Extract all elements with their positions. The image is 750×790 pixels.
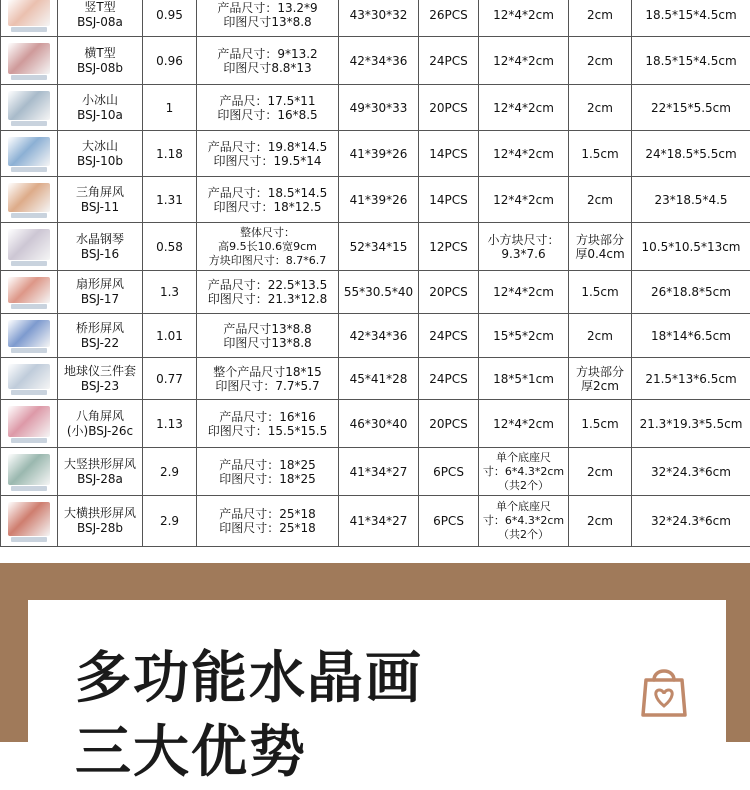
cell-qty: 14PCS	[419, 131, 479, 177]
product-code: BSJ-08a	[60, 15, 140, 30]
cell-weight: 0.58	[143, 223, 197, 271]
section-heading-line1: 多功能水晶画	[75, 642, 423, 716]
cell-weight: 1.31	[143, 177, 197, 223]
cell-thick: 2cm	[569, 0, 632, 37]
product-thumbnail	[5, 403, 53, 445]
cell-size: 产品尺寸：18.5*14.5 印图尺寸：18*12.5	[197, 177, 339, 223]
cell-carton: 41*39*26	[339, 177, 419, 223]
table-row	[1, 177, 750, 223]
cell-pack: 32*24.3*6cm	[632, 448, 750, 496]
cell-size: 产品尺寸：18*25 印图尺寸：18*25	[197, 448, 339, 496]
cell-qty: 24PCS	[419, 358, 479, 400]
product-name: 竖T型	[60, 0, 140, 15]
cell-size: 产品尺寸：25*18 印图尺寸：25*18	[197, 496, 339, 547]
cell-weight: 1.3	[143, 271, 197, 314]
cell-weight: 1	[143, 85, 197, 131]
product-name-cell	[58, 0, 143, 37]
cell-carton: 49*30*33	[339, 85, 419, 131]
cell-pack: 26*18.8*5cm	[632, 271, 750, 314]
product-thumbnail-cell	[1, 131, 58, 177]
cell-qty: 12PCS	[419, 223, 479, 271]
cell-carton: 45*41*28	[339, 358, 419, 400]
cell-weight: 0.96	[143, 37, 197, 85]
cell-qty: 20PCS	[419, 271, 479, 314]
cell-pack: 18.5*15*4.5cm	[632, 37, 750, 85]
product-code: BSJ-16	[60, 247, 140, 262]
cell-box: 12*4*2cm	[479, 131, 569, 177]
table-row	[1, 0, 750, 37]
cell-pack: 18.5*15*4.5cm	[632, 0, 750, 37]
cell-weight: 1.01	[143, 314, 197, 358]
cell-box: 15*5*2cm	[479, 314, 569, 358]
product-name: 大竖拱形屏风	[60, 457, 140, 472]
product-thumbnail	[5, 361, 53, 397]
cell-size: 产品尺寸：13.2*9 印图尺寸13*8.8	[197, 0, 339, 37]
advantages-card	[28, 600, 726, 760]
cell-carton: 42*34*36	[339, 37, 419, 85]
cell-pack: 32*24.3*6cm	[632, 496, 750, 547]
product-thumbnail	[5, 180, 53, 220]
product-thumbnail	[5, 317, 53, 355]
product-name-cell	[58, 448, 143, 496]
cell-carton: 46*30*40	[339, 400, 419, 448]
cell-qty: 6PCS	[419, 448, 479, 496]
cell-qty: 24PCS	[419, 37, 479, 85]
cell-carton: 41*34*27	[339, 496, 419, 547]
cell-weight: 2.9	[143, 448, 197, 496]
advantages-banner	[0, 563, 750, 742]
cell-size: 产品尺寸13*8.8 印图尺寸13*8.8	[197, 314, 339, 358]
cell-qty: 6PCS	[419, 496, 479, 547]
product-thumbnail-cell	[1, 400, 58, 448]
cell-box: 12*4*2cm	[479, 37, 569, 85]
table-row	[1, 400, 750, 448]
product-name-cell	[58, 37, 143, 85]
product-name: 大冰山	[60, 139, 140, 154]
cell-thick: 2cm	[569, 37, 632, 85]
table-row	[1, 85, 750, 131]
product-name-cell	[58, 314, 143, 358]
product-name-cell	[58, 271, 143, 314]
cell-box: 12*4*2cm	[479, 177, 569, 223]
cell-weight: 1.18	[143, 131, 197, 177]
product-name: 地球仪三件套	[60, 364, 140, 379]
product-code: BSJ-28b	[60, 521, 140, 536]
cell-pack: 21.3*19.3*5.5cm	[632, 400, 750, 448]
table-row	[1, 271, 750, 314]
cell-carton: 41*34*27	[339, 448, 419, 496]
product-name-cell	[58, 358, 143, 400]
cell-pack: 24*18.5*5.5cm	[632, 131, 750, 177]
table-row	[1, 448, 750, 496]
cell-qty: 20PCS	[419, 400, 479, 448]
product-thumbnail-cell	[1, 448, 58, 496]
table-row	[1, 131, 750, 177]
cell-pack: 18*14*6.5cm	[632, 314, 750, 358]
cell-carton: 52*34*15	[339, 223, 419, 271]
product-thumbnail-cell	[1, 271, 58, 314]
cell-thick: 1.5cm	[569, 131, 632, 177]
product-name: 小冰山	[60, 93, 140, 108]
product-name-cell	[58, 223, 143, 271]
cell-weight: 0.77	[143, 358, 197, 400]
cell-size: 产品尺寸：19.8*14.5 印图尺寸：19.5*14	[197, 131, 339, 177]
product-code: BSJ-22	[60, 336, 140, 351]
product-thumbnail-cell	[1, 0, 58, 37]
product-code: BSJ-28a	[60, 472, 140, 487]
product-name: 大横拱形屏风	[60, 506, 140, 521]
cell-thick: 1.5cm	[569, 271, 632, 314]
cell-thick: 2cm	[569, 448, 632, 496]
cell-box: 12*4*2cm	[479, 400, 569, 448]
cell-pack: 10.5*10.5*13cm	[632, 223, 750, 271]
cell-qty: 24PCS	[419, 314, 479, 358]
product-thumbnail-cell	[1, 37, 58, 85]
product-name-cell	[58, 400, 143, 448]
cell-box: 小方块尺寸： 9.3*7.6	[479, 223, 569, 271]
product-name-cell	[58, 131, 143, 177]
cell-weight: 1.13	[143, 400, 197, 448]
product-name: 三角屏风	[60, 185, 140, 200]
cell-carton: 41*39*26	[339, 131, 419, 177]
cell-size: 产品尺寸：16*16 印图尺寸：15.5*15.5	[197, 400, 339, 448]
product-thumbnail-cell	[1, 85, 58, 131]
table-row	[1, 496, 750, 547]
product-thumbnail-cell	[1, 314, 58, 358]
cell-box: 12*4*2cm	[479, 0, 569, 37]
product-name: 横T型	[60, 46, 140, 61]
cell-box: 单个底座尺 寸：6*4.3*2cm （共2个）	[479, 448, 569, 496]
section-heading	[75, 642, 423, 790]
product-thumbnail	[5, 451, 53, 493]
product-thumbnail-cell	[1, 223, 58, 271]
cell-carton: 42*34*36	[339, 314, 419, 358]
shopping-bag-heart-icon	[636, 660, 692, 720]
product-code: BSJ-10a	[60, 108, 140, 123]
product-thumbnail-cell	[1, 358, 58, 400]
cell-thick: 2cm	[569, 85, 632, 131]
cell-qty: 20PCS	[419, 85, 479, 131]
product-name-cell	[58, 177, 143, 223]
table-row	[1, 37, 750, 85]
product-thumbnail	[5, 499, 53, 544]
cell-thick: 2cm	[569, 177, 632, 223]
product-name: 八角屏风	[60, 409, 140, 424]
cell-size: 整体尺寸： 高9.5长10.6宽9cm 方块印图尺寸：8.7*6.7	[197, 223, 339, 271]
cell-size: 产品尺寸：9*13.2 印图尺寸8.8*13	[197, 37, 339, 85]
cell-thick: 2cm	[569, 314, 632, 358]
product-code: BSJ-17	[60, 292, 140, 307]
product-code: BSJ-10b	[60, 154, 140, 169]
cell-box: 单个底座尺 寸：6*4.3*2cm （共2个）	[479, 496, 569, 547]
cell-weight: 2.9	[143, 496, 197, 547]
cell-pack: 21.5*13*6.5cm	[632, 358, 750, 400]
cell-box: 12*4*2cm	[479, 271, 569, 314]
cell-pack: 22*15*5.5cm	[632, 85, 750, 131]
table-row	[1, 223, 750, 271]
section-heading-line2: 三大优势	[75, 716, 423, 790]
table-row	[1, 314, 750, 358]
cell-thick: 方块部分 厚0.4cm	[569, 223, 632, 271]
product-thumbnail	[5, 134, 53, 174]
product-name-cell	[58, 496, 143, 547]
product-code: BSJ-08b	[60, 61, 140, 76]
cell-box: 18*5*1cm	[479, 358, 569, 400]
cell-weight: 0.95	[143, 0, 197, 37]
product-thumbnail-cell	[1, 496, 58, 547]
cell-thick: 2cm	[569, 496, 632, 547]
cell-qty: 14PCS	[419, 177, 479, 223]
cell-qty: 26PCS	[419, 0, 479, 37]
product-thumbnail	[5, 274, 53, 311]
product-name: 桥形屏风	[60, 321, 140, 336]
product-thumbnail	[5, 226, 53, 268]
cell-thick: 方块部分 厚2cm	[569, 358, 632, 400]
cell-thick: 1.5cm	[569, 400, 632, 448]
product-code: BSJ-23	[60, 379, 140, 394]
product-name: 水晶钢琴	[60, 232, 140, 247]
product-code: (小)BSJ-26c	[60, 424, 140, 439]
cell-size: 产品尺寸：22.5*13.5 印图尺寸：21.3*12.8	[197, 271, 339, 314]
product-thumbnail	[5, 88, 53, 128]
product-name: 扇形屏风	[60, 277, 140, 292]
product-code: BSJ-11	[60, 200, 140, 215]
cell-size: 整个产品尺寸18*15 印图尺寸：7.7*5.7	[197, 358, 339, 400]
cell-box: 12*4*2cm	[479, 85, 569, 131]
cell-pack: 23*18.5*4.5	[632, 177, 750, 223]
product-name-cell	[58, 85, 143, 131]
cell-carton: 55*30.5*40	[339, 271, 419, 314]
cell-carton: 43*30*32	[339, 0, 419, 37]
cell-size: 产品尺：17.5*11 印图尺寸：16*8.5	[197, 85, 339, 131]
product-thumbnail	[5, 40, 53, 82]
product-thumbnail	[5, 0, 53, 34]
product-thumbnail-cell	[1, 177, 58, 223]
table-row	[1, 358, 750, 400]
